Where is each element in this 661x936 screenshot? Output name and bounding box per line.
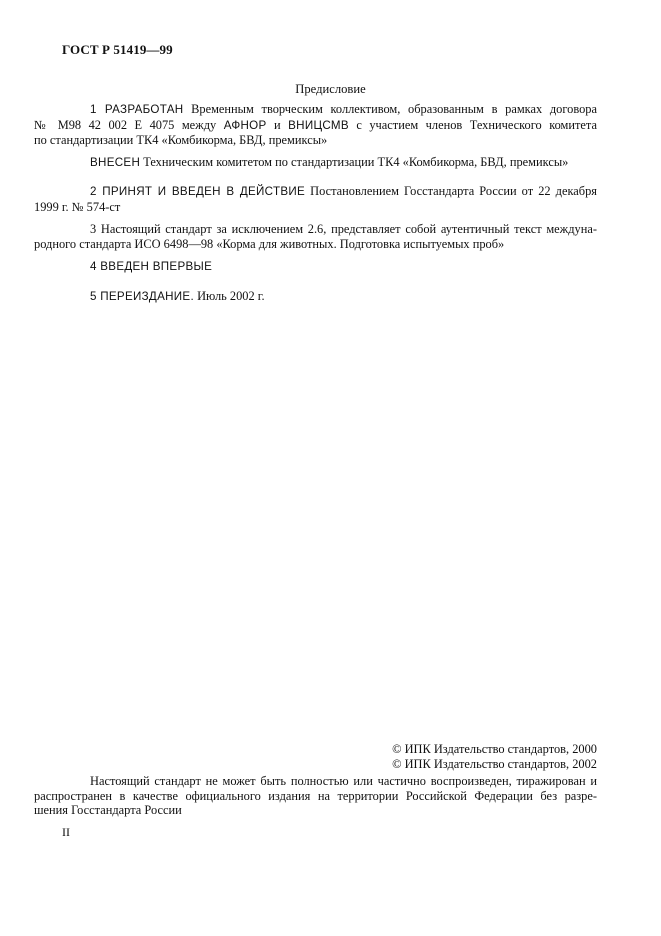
preface-item-1-line-1 [62, 102, 597, 118]
preface-item-vnesen-line [62, 155, 597, 171]
preface-item-vnesen-text: Техническим комитетом по стандартизации ТК4 «Комбикорма, БВД, премиксы» [140, 155, 569, 169]
standard-id-header: ГОСТ Р 51419—99 [62, 42, 173, 57]
preface-item-1-text-2a: № М98 42 002 Е 4075 между [34, 117, 224, 132]
preface-item-5-lead: 5 ПЕРЕИЗДАНИЕ. [90, 290, 194, 303]
preface-item-2-lead: 2 ПРИНЯТ И ВВЕДЕН В ДЕЙСТВИЕ [90, 185, 306, 198]
copyright-line-1: © ИПК Издательство стандартов, 2000 [392, 742, 597, 756]
preface-item-4 [62, 260, 597, 275]
copyright-line-2: © ИПК Издательство стандартов, 2002 [392, 757, 597, 771]
reproduction-notice-line-2: распространен в качестве официального издания на территории Российской Федерации без разре- [34, 788, 597, 803]
preface-item-1-text-2c: и [266, 117, 289, 132]
page-number: II [62, 825, 70, 839]
preface-item-5-line [62, 289, 597, 305]
preface-item-1-line-2 [34, 117, 597, 134]
reproduction-notice-line-1: Настоящий стандарт не может быть полностью или частично воспроизведен, тиражирован и [90, 774, 597, 788]
preface-item-1-text: Временным творческим коллективом, образованным в рамках договора [183, 102, 597, 116]
preface-item-1-text-2e: с участием членов Технического комитета [348, 117, 597, 132]
preface-item-5 [62, 289, 597, 305]
preface-item-4-text: 4 ВВЕДЕН ВПЕРВЫЕ [90, 260, 213, 273]
preface-item-2-line-1 [62, 184, 597, 200]
reproduction-notice [34, 774, 597, 818]
preface-item-5-text: Июль 2002 г. [193, 289, 265, 303]
org-vnitssmv: ВНИЦСМВ [288, 118, 349, 132]
preface-item-vnesen [62, 155, 597, 171]
preface-item-2-line-2: 1999 г. № 574-ст [34, 199, 121, 214]
preface-item-1-line-3: по стандартизации ТК4 «Комбикорма, БВД, премиксы» [34, 133, 328, 148]
preface-item-2-text: Постановлением Госстандарта России от 22 декабря [305, 184, 597, 198]
preface-item-vnesen-lead: ВНЕСЕН [90, 156, 141, 169]
preface-title: Предисловие [295, 82, 366, 96]
preface-item-3-line-2: родного стандарта ИСО 6498—98 «Корма для животных. Подготовка испытуемых проб» [34, 236, 505, 251]
preface-item-3 [34, 222, 597, 251]
reproduction-notice-line-3: шения Госстандарта России [34, 803, 182, 818]
preface-item-1-lead: 1 РАЗРАБОТАН [90, 103, 184, 116]
preface-item-1 [34, 102, 597, 148]
preface-item-3-line-1: 3 Настоящий стандарт за исключением 2.6, представляет собой аутентичный текст междуна- [90, 222, 597, 236]
preface-item-2 [34, 184, 597, 214]
org-afnor: АФНОР [223, 118, 267, 132]
